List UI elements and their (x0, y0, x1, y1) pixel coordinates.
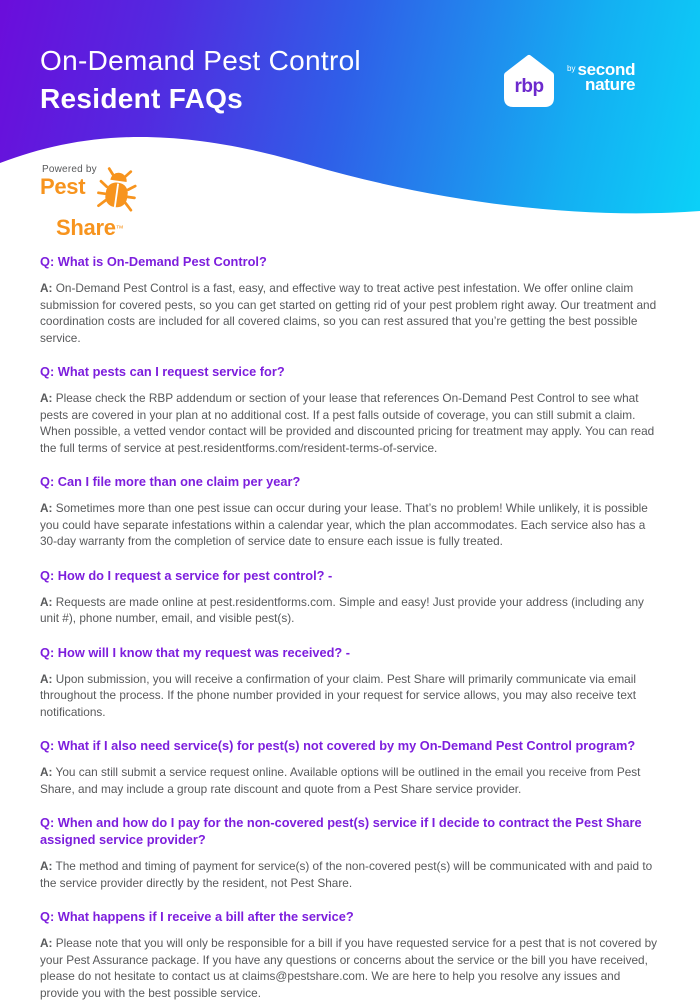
q-prefix: Q: (40, 474, 55, 489)
question-heading (40, 908, 660, 925)
answer-text: Requests are made online at pest.residentforms.com. Simple and easy! Just provide your address (including any unit #), phone number, email, and visible pest(s). (40, 594, 644, 625)
pestshare-word-share (56, 216, 200, 239)
question-text: How do I request a service for pest control? - (57, 567, 333, 583)
page-title: On-Demand Pest Control (40, 45, 361, 76)
question-text: What happens if I receive a bill after the service? (57, 909, 354, 924)
pestshare-word-pest: Pest (40, 174, 86, 199)
q-prefix: Q: (40, 567, 55, 583)
brand-block (500, 52, 635, 112)
q-prefix: Q: (40, 364, 55, 379)
question-heading (40, 253, 660, 270)
rbp-logo-text: rbp (514, 76, 544, 97)
question-text: When and how do I pay for the non-covered pest(s) service if I decide to contract the Pest Share assigned service provider? (40, 815, 642, 847)
brand-second: second (577, 59, 636, 79)
question-heading (40, 814, 660, 848)
answer-paragraph (40, 500, 660, 550)
answer-paragraph (40, 671, 660, 721)
question-text: Can I file more than one claim per year? (57, 474, 301, 489)
answer-paragraph (40, 858, 660, 891)
a-prefix: A: (40, 391, 53, 405)
bug-icon (94, 164, 140, 218)
question-text: How will I know that my request was received? - (57, 644, 351, 660)
answer-paragraph (40, 594, 660, 627)
answer-text: Please note that you will only be responsible for a bill if you have requested service for a pest that is not covered by your Pest Assurance package. If you have any questions or concerns about the service or the bill you have received, please do not hesitate to contact us at claims@pestshare.com. We are here to help you resolve any issues and provide you with the best possible service. (40, 936, 658, 1000)
second-nature-logo (567, 59, 636, 95)
pestshare-word-share-text: Share (56, 215, 116, 240)
rbp-logo (500, 52, 558, 112)
question-heading (40, 363, 660, 380)
faq-item (40, 737, 660, 797)
q-prefix: Q: (40, 738, 55, 753)
question-text: What pests can I request service for? (57, 364, 285, 379)
q-prefix: Q: (40, 644, 55, 660)
a-prefix: A: (40, 281, 53, 295)
question-text: What if I also need service(s) for pest(s) not covered by my On-Demand Pest Control program? (57, 738, 636, 753)
answer-paragraph (40, 390, 660, 456)
faq-item (40, 363, 660, 456)
a-prefix: A: (40, 594, 53, 609)
answer-paragraph (40, 935, 660, 1001)
header-banner (0, 0, 700, 250)
a-prefix: A: (40, 765, 53, 779)
answer-text: On-Demand Pest Control is a fast, easy, and effective way to treat active pest infestation. We offer online claim submission for covered pests, so you can get started on getting rid of your pest problem right away. Our treatment and coordination costs are included for all covered claims, so you can rest assured that you’re getting the best possible service. (40, 281, 657, 345)
faq-item (40, 814, 660, 891)
faq-item (40, 644, 660, 721)
trademark: ™ (115, 224, 124, 233)
by-label: by (567, 63, 576, 73)
answer-text: Please check the RBP addendum or section of your lease that references On-Demand Pest Control to see what pests are covered in your plan at no additional cost. If a pest falls outside of coverage, you can still submit a claim. When possible, a vetted vendor contact will be provided and discounted pricing for treatment may apply. You can read the full terms of service at pest.residentforms.com/resident-terms-of-service. (40, 391, 655, 455)
question-heading (40, 737, 660, 754)
a-prefix: A: (40, 671, 53, 686)
question-heading (40, 567, 660, 584)
a-prefix: A: (40, 859, 53, 873)
question-heading (40, 473, 660, 490)
a-prefix: A: (40, 501, 53, 515)
faq-item (40, 908, 660, 1001)
title-block (40, 42, 361, 118)
answer-paragraph (40, 764, 660, 797)
question-text: What is On-Demand Pest Control? (57, 254, 267, 269)
faq-list (0, 253, 700, 1001)
question-heading (40, 644, 660, 661)
faq-item (40, 253, 660, 346)
answer-text: Sometimes more than one pest issue can occur during your lease. That’s no problem! While unlikely, it is possible you could have separate infestations within a calendar year, which the plan accommodates. Each service also has a 30-day warranty from the completion of service date to ensure each issue is fully treated. (40, 501, 648, 548)
pestshare-logo (40, 164, 200, 240)
answer-text: You can still submit a service request online. Available options will be outlined in the email you receive from Pest Share, and may include a group rate discount and quote from a Pest Share service provider. (40, 765, 641, 796)
a-prefix: A: (40, 936, 53, 950)
answer-text: Upon submission, you will receive a confirmation of your claim. Pest Share will primarily communicate via email throughout the process. If the phone number provided in your request for service allows, you may also receive text notifications. (40, 671, 637, 719)
faq-item (40, 473, 660, 550)
q-prefix: Q: (40, 909, 55, 924)
brand-nature: nature (585, 74, 636, 94)
powered-by-label: Powered by (42, 164, 97, 175)
q-prefix: Q: (40, 815, 55, 830)
answer-paragraph (40, 280, 660, 346)
q-prefix: Q: (40, 254, 55, 269)
answer-text: The method and timing of payment for service(s) of the non-covered pest(s) will be communicated with and paid to the service provider directly by the resident, not Pest Share. (40, 859, 653, 890)
faq-item (40, 567, 660, 627)
page-subtitle: Resident FAQs (40, 83, 244, 114)
